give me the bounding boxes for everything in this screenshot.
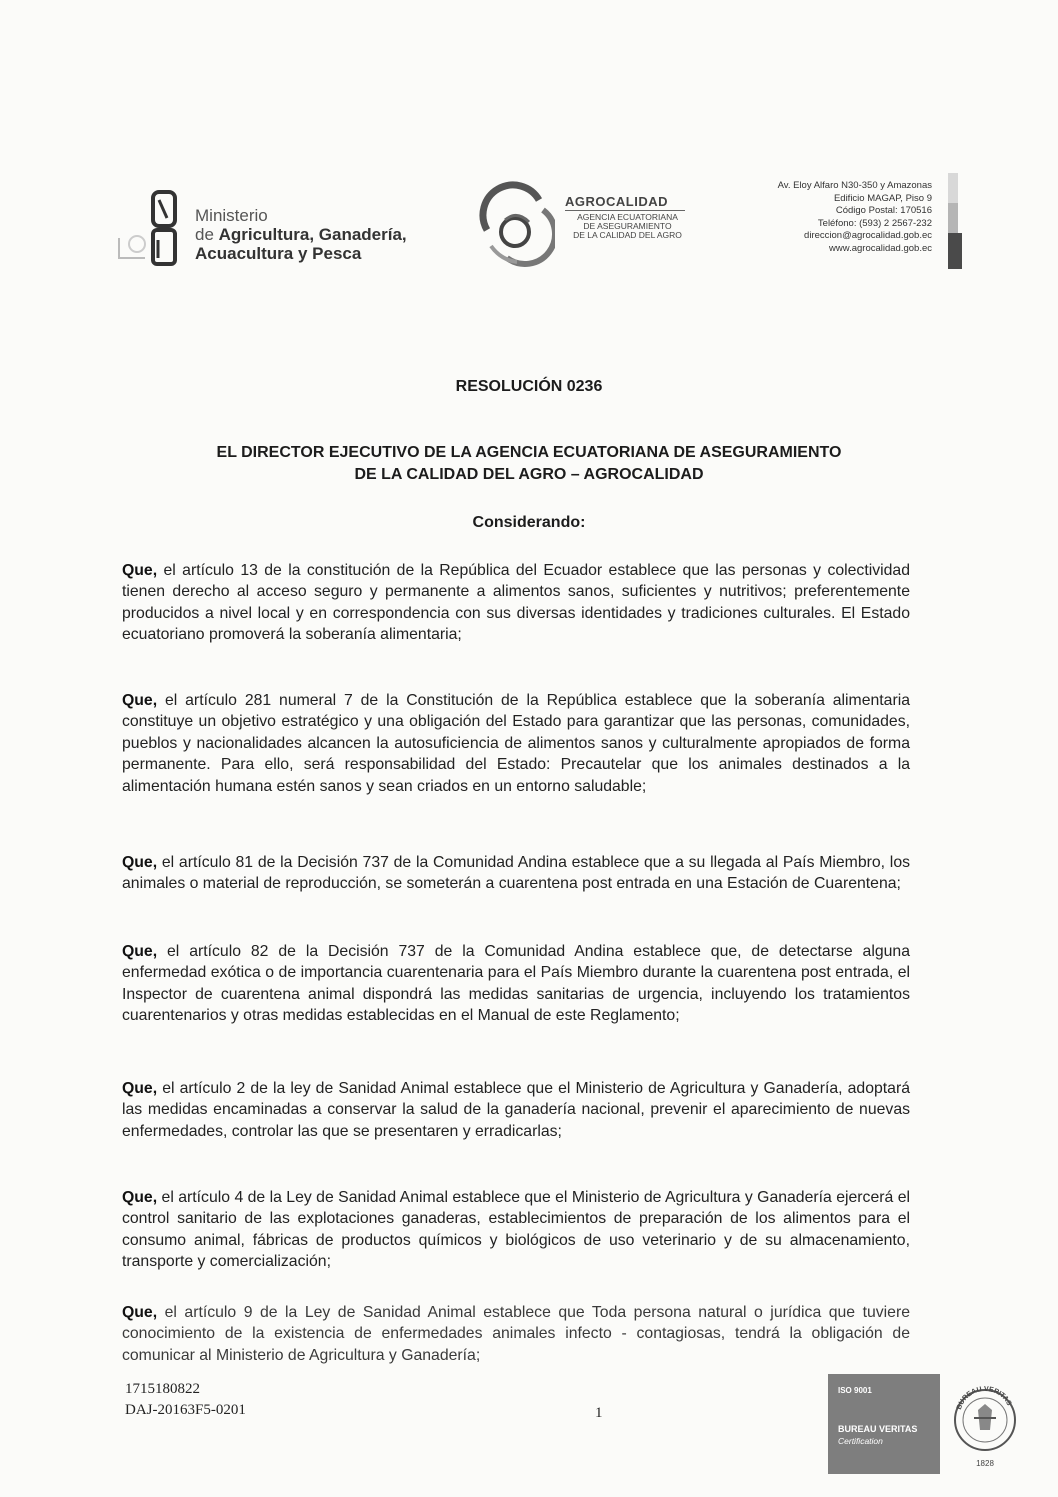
- paragraph-lead: Que,: [122, 1189, 158, 1206]
- contact-block: [778, 180, 932, 255]
- document-title: RESOLUCIÓN 0236: [455, 378, 603, 395]
- paragraph: [122, 852, 910, 895]
- paragraph-text: el artículo 81 de la Decisión 737 de la Comunidad Andina establece que a su llegada al País Miembro, los animales o material de reproducción, se someterán a cuarentena post entrada en una Estación de Cuarentena;: [122, 854, 910, 893]
- paragraph-text: el artículo 281 numeral 7 de la Constitución de la República establece que la soberanía alimentaria constituye un objetivo estratégico y una obligación del Estado para garantizar que las personas, comunidades, pueblos y nacionalidades alcancen la autosuficiencia de alimentos sanos y culturalmente apropiados de forma permanente. Para ello, será responsabilidad del Estado: Precautelar que los animales destinados a la alimentación humana estén sanos y sean criados en un entorno saludable;: [122, 692, 910, 795]
- letterhead: [0, 180, 1058, 280]
- certification-label: Certification: [838, 1436, 883, 1446]
- ministry-name: [195, 206, 407, 263]
- ministry-line2: Agricultura, Ganadería,: [218, 225, 407, 244]
- certification-box: [828, 1374, 940, 1474]
- agency-sub-line2: DE ASEGURAMIENTO: [583, 221, 672, 231]
- paragraph: [122, 1302, 910, 1366]
- footer-code-ref: DAJ-20163F5-0201: [125, 1402, 246, 1418]
- certification-iso: ISO 9001: [838, 1386, 872, 1395]
- paragraph-lead: Que,: [122, 1080, 158, 1097]
- agency-sub-line1: AGENCIA ECUATORIANA: [577, 212, 678, 222]
- agency-emblem-icon: [477, 180, 555, 270]
- document-heading: [120, 442, 938, 486]
- paragraph-lead: Que,: [122, 854, 158, 871]
- contact-website: www.agrocalidad.gob.ec: [829, 242, 932, 254]
- ministry-line2-prefix: de: [195, 225, 219, 244]
- paragraph-text: el artículo 13 de la constitución de la República del Ecuador establece que las personas y colectividad tienen derecho al acceso seguro y permanente a alimentos sanos, suficientes y nutritivos; preferentemente producidos a nivel local y en correspondencia con sus diversas identidades y tradiciones culturales. El Estado ecuatoriano promoverá la soberanía alimentaria;: [122, 562, 910, 644]
- agency-logo: [477, 180, 697, 270]
- ministry-line3: Acuacultura y Pesca: [195, 244, 362, 263]
- contact-address: Av. Eloy Alfaro N30-350 y Amazonas: [777, 180, 932, 191]
- seal-year: 1828: [976, 1459, 994, 1468]
- paragraph: [122, 1187, 910, 1273]
- paragraph: [122, 560, 910, 646]
- considerando-heading: Considerando:: [472, 514, 586, 531]
- paragraph-lead: Que,: [122, 562, 158, 579]
- paragraph-lead: Que,: [122, 692, 158, 709]
- paragraph-text: el artículo 2 de la ley de Sanidad Animal establece que el Ministerio de Agricultura y Ganadería, adoptará las medidas encaminadas a conservar la salud de la ganadería nacional, prevenir el aparecimiento de nuevas enfermedades, controlar las que se presentaren y erradicarlas;: [122, 1080, 910, 1140]
- certification-badge: [828, 1370, 1016, 1476]
- paragraph-text: el artículo 82 de la Decisión 737 de la Comunidad Andina establece que, de detectarse alguna enfermedad exótica o de importancia cuarentenaria para el País Miembro durante la cuarentena post entrada, el Inspector de cuarentena animal dispondrá las medidas sanitarias de urgencia, incluyendo los tratamientos cuarentenarios y otras medidas establecidas en el Manual de este Reglamento;: [122, 943, 910, 1025]
- paragraph-lead: Que,: [122, 943, 158, 960]
- paragraph-lead: Que,: [122, 1304, 158, 1321]
- contact-email: direccion@agrocalidad.gob.ec: [804, 230, 932, 241]
- color-bar-icon: [948, 173, 964, 269]
- footer-code-id: 1715180822: [125, 1381, 200, 1397]
- paragraph: [122, 1078, 910, 1142]
- ministry-emblem-icon: [115, 188, 185, 268]
- certification-name: BUREAU VERITAS: [838, 1424, 918, 1434]
- seal-arc-text: BUREAU VERITAS: [955, 1385, 1013, 1411]
- bureau-veritas-seal-icon: [952, 1370, 1018, 1474]
- ministry-line1: Ministerio: [195, 206, 268, 225]
- contact-building: Edificio MAGAP, Piso 9: [833, 192, 932, 204]
- ministry-logo: [115, 188, 445, 268]
- agency-divider: [565, 210, 685, 211]
- agency-name: AGROCALIDAD: [565, 194, 668, 209]
- contact-postal-code: Código Postal: 170516: [835, 205, 932, 216]
- paragraph-text: el artículo 9 de la Ley de Sanidad Animal establece que Toda persona natural o jurídica que tuviere conocimiento de la existencia de enfermedades animales infecto - contagiosas, tendrá la obligación de comunicar al Ministerio de Agricultura y Ganadería;: [122, 1304, 910, 1364]
- paragraph: [122, 941, 910, 1027]
- agency-sub-line3: DE LA CALIDAD DEL AGRO: [573, 230, 682, 240]
- contact-phone: Teléfono: (593) 2 2567-232: [817, 217, 932, 229]
- agency-subtitle: [565, 213, 690, 240]
- paragraph: [122, 690, 910, 797]
- heading-line1: EL DIRECTOR EJECUTIVO DE LA AGENCIA ECUATORIANA DE ASEGURAMIENTO: [216, 444, 842, 461]
- paragraph-text: el artículo 4 de la Ley de Sanidad Animal establece que el Ministerio de Agricultura y Ganadería ejercerá el control sanitario de las explotaciones ganaderas, establecimientos de preparación de los alimentos para el consumo animal, fábricas de productos químicos y biológicos de uso veterinario y de su almacenamiento, transporte y comercialización;: [122, 1189, 910, 1271]
- page-number: 1: [595, 1405, 603, 1421]
- heading-line2: DE LA CALIDAD DEL AGRO – AGROCALIDAD: [354, 466, 704, 483]
